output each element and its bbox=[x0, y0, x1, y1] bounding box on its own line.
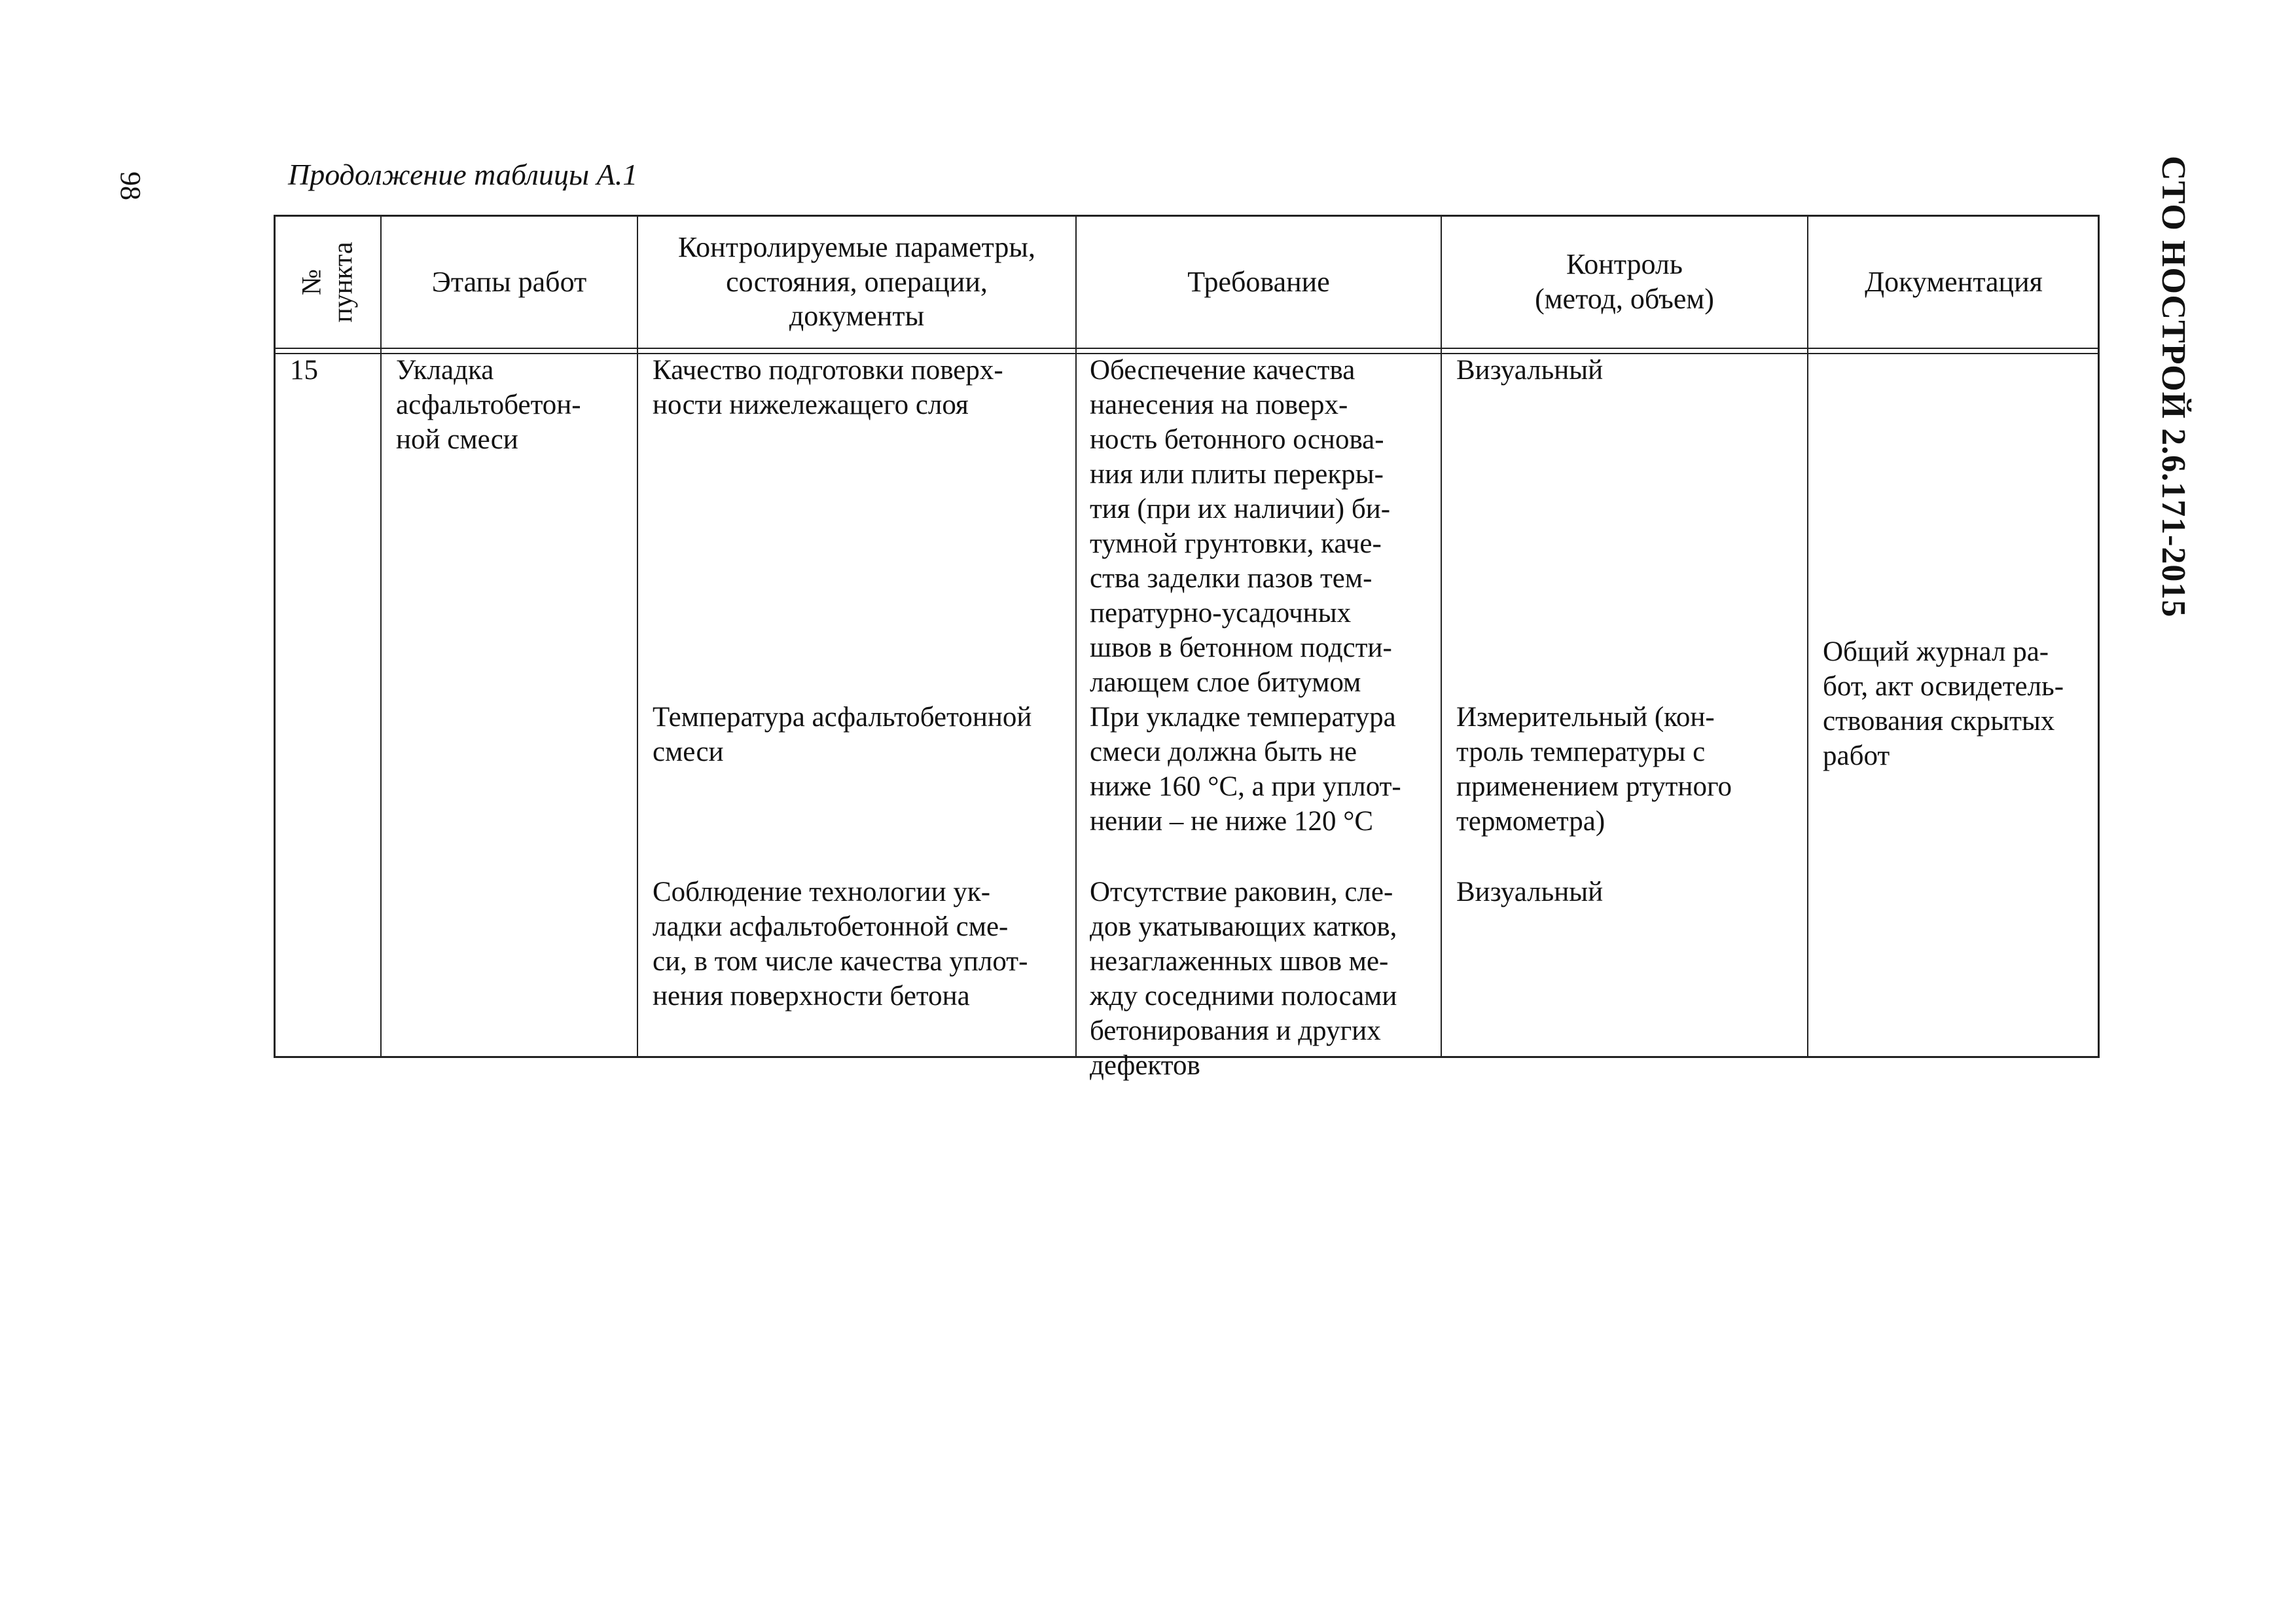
documentation-item: Общий журнал ра- бот, акт освидетель- ствования скрытых работ bbox=[1823, 636, 2064, 771]
header-documentation-text: Документация bbox=[1865, 265, 2043, 298]
control-table bbox=[274, 215, 2100, 1081]
requirement-item: При укладке температура смеси должна быть не ниже 160 °С, а при уплот- нении – не ниже 120 °С bbox=[1090, 702, 1401, 837]
header-control bbox=[1442, 217, 1807, 348]
header-number-label: пункта bbox=[329, 242, 359, 323]
row-number: 15 bbox=[290, 355, 318, 386]
header-control-line: (метод, объем) bbox=[1535, 283, 1714, 315]
header-params-line: Контролируемые параметры, bbox=[677, 230, 1035, 263]
control-item: Измерительный (кон- троль температуры с применением ртутного термометра) bbox=[1456, 702, 1732, 837]
header-documentation bbox=[1808, 217, 2099, 348]
requirement-item: Отсутствие раковин, сле- дов укатывающих катков, незаглаженных швов ме- жду соседними полосами бетонирования и других дефектов bbox=[1090, 877, 1397, 1081]
header-requirement-text: Требование bbox=[1187, 265, 1330, 298]
header-number-symbol: № bbox=[296, 268, 327, 296]
header-stages-text: Этапы работ bbox=[431, 265, 587, 298]
page-number: 98 bbox=[115, 172, 147, 200]
header-params bbox=[638, 217, 1075, 348]
header-requirement bbox=[1077, 217, 1441, 348]
control-item: Визуальный bbox=[1456, 355, 1604, 386]
standard-code: СТО НОСТРОЙ 2.6.171-2015 bbox=[2155, 156, 2192, 618]
row-stage: Укладка асфальтобетон- ной смеси bbox=[396, 355, 581, 455]
header-stages bbox=[382, 217, 637, 348]
requirement-item: Обеспечение качества нанесения на поверх- ность бетонного основа- ния или плиты перекры- тия (при их наличии) би- тумной грунтовки, каче- ства заделки пазов тем- пературно-усадочных швов в бетонном подсти- лающем слое битумом bbox=[1090, 355, 1392, 698]
param-item: Температура асфальтобетонной смеси bbox=[653, 702, 1032, 767]
header-divider bbox=[276, 348, 2098, 349]
header-control-line: Контроль bbox=[1566, 248, 1683, 281]
param-item: Качество подготовки поверх- ности нижележащего слоя bbox=[653, 355, 1003, 420]
header-params-line: документы bbox=[789, 300, 925, 333]
table-caption: Продолжение таблицы А.1 bbox=[288, 158, 638, 191]
param-item: Соблюдение технологии ук- ладки асфальтобетонной сме- си, в том числе качества уплот- нения поверхности бетона bbox=[653, 877, 1028, 1012]
header-params-line: состояния, операции, bbox=[726, 265, 988, 298]
control-item: Визуальный bbox=[1456, 877, 1604, 907]
header-item-number bbox=[278, 217, 378, 348]
